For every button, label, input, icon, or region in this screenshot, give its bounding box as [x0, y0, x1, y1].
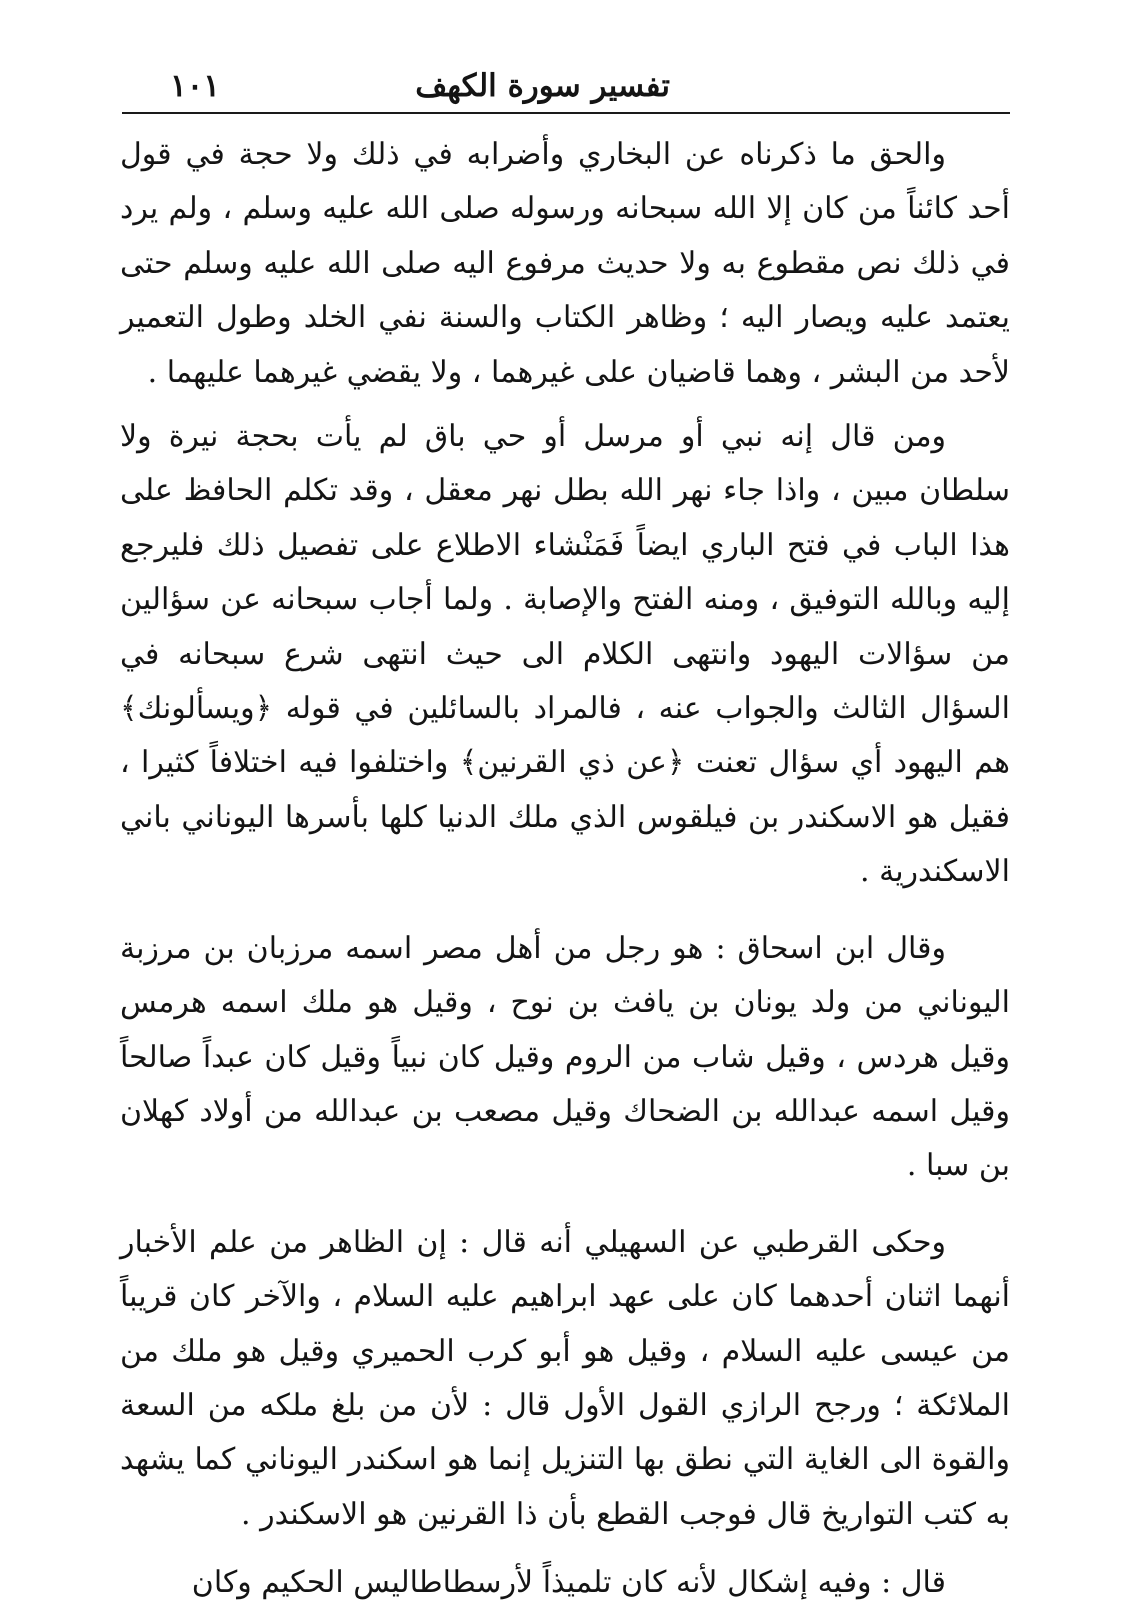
paragraph-3: وقال ابن اسحاق : هو رجل من أهل مصر اسمه مرزبان بن مرزبة اليوناني من ولد يونان بن يافث بن نوح ، وقيل هو ملك اسمه هرمس وقيل هردس ، وقيل شاب من الروم وقيل كان نبياً وقيل كان عبداً صالحاً وقيل اسمه عبدالله بن الضحاك وقيل مصعب بن عبدالله من أولاد كهلان بن سبا . [120, 930, 1010, 1184]
page-number: ١٠١ [170, 68, 220, 104]
body-text [120, 128, 1010, 1611]
paragraph-5: قال : وفيه إشكال لأنه كان تلميذاً لأرسطاطاليس الحكيم وكان [191, 1565, 946, 1601]
header-title: تفسير سورة الكهف [415, 68, 670, 104]
paragraph-2: ومن قال إنه نبي أو مرسل أو حي باق لم يأت بحجة نيرة ولا سلطان مبين ، واذا جاء نهر الله بطل نهر معقل ، وقد تكلم الحافظ على هذا الباب في فتح الباري ايضاً فَمَنْشاء الاطلاع على تفصيل ذلك فليرجع إليه وبالله التوفيق ، ومنه الفتح والإصابة . ولما أجاب سبحانه عن سؤالين من سؤالات اليهود وانتهى الكلام الى حيث انتهى شرع سبحانه في السؤال الثالث والجواب عنه ، فالمراد بالسائلين في قوله ﴿ويسألونك﴾ هم اليهود أي سؤال تعنت ﴿عن ذي القرنين﴾ واختلفوا فيه اختلافاً كثيرا ، فقيل هو الاسكندر بن فيلقوس الذي ملك الدنيا كلها بأسرها اليوناني باني الاسكندرية . [120, 419, 1010, 890]
header-rule [122, 112, 1010, 114]
paragraph-4: وحكى القرطبي عن السهيلي أنه قال : إن الظاهر من علم الأخبار أنهما اثنان أحدهما كان على عهد ابراهيم عليه السلام ، والآخر كان قريباً من عيسى عليه السلام ، وقيل هو أبو كرب الحميري وقيل هو ملك من الملائكة ؛ ورجح الرازي القول الأول قال : لأن من بلغ ملكه من السعة والقوة الى الغاية التي نطق بها التنزيل إنما هو اسكندر اليوناني كما يشهد به كتب التواريخ قال فوجب القطع بأن ذا القرنين هو الاسكندر . [120, 1224, 1010, 1532]
running-header [150, 66, 1010, 112]
paragraph-1: والحق ما ذكرناه عن البخاري وأضرابه في ذلك ولا حجة في قول أحد كائناً من كان إلا الله سبحانه ورسوله صلى الله عليه وسلم ، ولم يرد في ذلك نص مقطوع به ولا حديث مرفوع اليه صلى الله عليه وسلم حتى يعتمد عليه ويصار اليه ؛ وظاهر الكتاب والسنة نفي الخلد وطول التعمير لأحد من البشر ، وهما قاضيان على غيرهما ، ولا يقضي غيرهما عليهما . [120, 137, 1010, 390]
